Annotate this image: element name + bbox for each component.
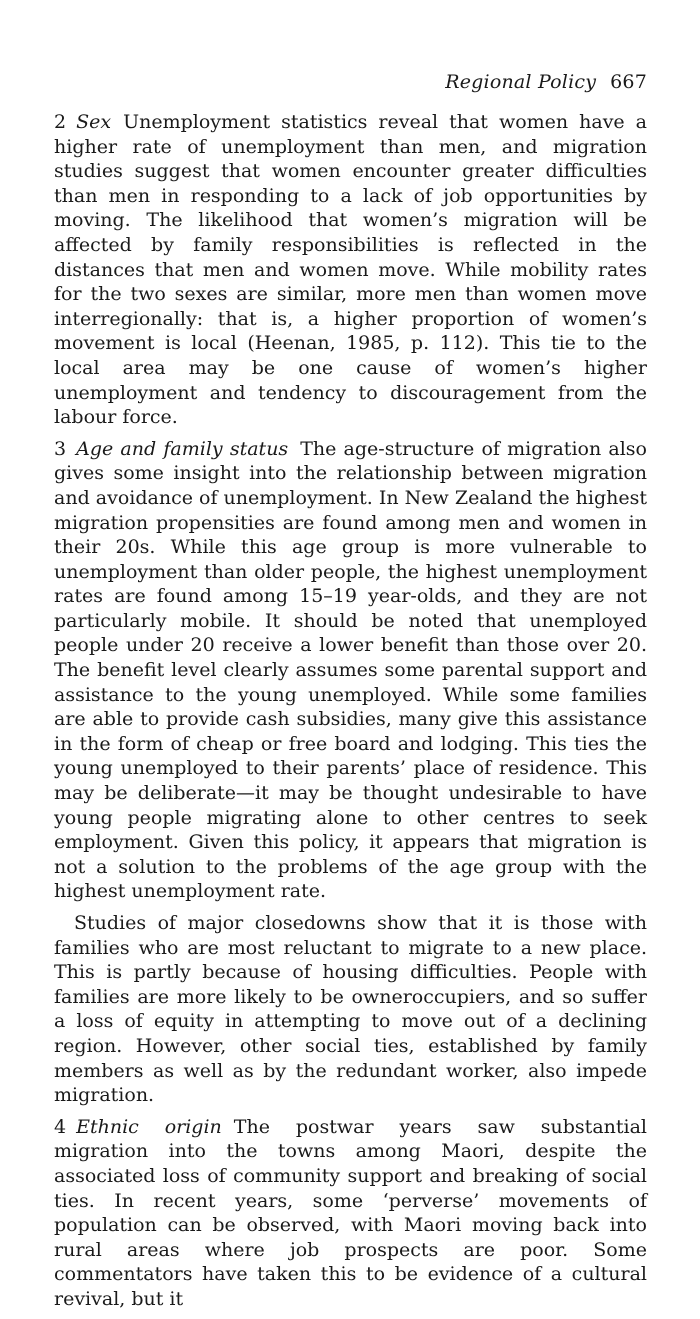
section-heading: Ethnic origin	[76, 1115, 222, 1138]
paragraph-text: The postwar years saw substantial migration into the towns among Maori, despite the associated loss of community support and breaking of social ties. In recent years, some ‘perverse’ movements of population can be observed, with Maori moving back into rural areas where job prospects are poor. Some commentators have taken this to be evidence of a cultural revival, but it	[54, 1115, 648, 1310]
running-header	[54, 70, 647, 94]
section-number: 2	[54, 111, 67, 133]
section-heading: Sex	[76, 111, 112, 133]
document-page	[54, 70, 647, 1319]
paragraph-sex	[54, 110, 647, 430]
section-heading: Age and family status	[76, 437, 289, 460]
paragraph-closedowns	[54, 911, 647, 1108]
section-number: 3	[54, 437, 67, 460]
paragraph-text: Studies of major closedowns show that it is those with families who are most reluctant to migrate to a new place. This is partly because of housing difficulties. People with families are more likely to be owneroccupiers, and so suffer a loss of equity in attempting to move out of a declining region. However, other social ties, established by family members as well as by the redundant worker, also impede migration.	[54, 912, 647, 1107]
paragraph-ethnic-origin	[54, 1115, 647, 1312]
page-number: 667	[610, 71, 647, 93]
paragraph-text: Unemployment statistics reveal that women have a higher rate of unemployment than men, and migration studies suggest that women encounter greater difficulties than men in responding to a lack of job opportunities by moving. The likelihood that women’s migration will be affected by family responsibilities is reflected in the distances that men and women move. While mobility rates for the two sexes are similar, more men than women move interregionally: that is, a higher proportion of women’s movement is local (Heenan, 1985, p. 112). This tie to the local area may be one cause of women’s higher unemployment and tendency to discouragement from the labour force.	[54, 111, 647, 429]
paragraph-age-family-status	[54, 437, 647, 904]
section-number: 4	[54, 1115, 67, 1138]
running-title: Regional Policy	[445, 71, 597, 93]
paragraph-text: The age-structure of migration also gives some insight into the relationship between migration and avoidance of unemployment. In New Zealand the highest migration propensities are found among men and women in their 20s. While this age group is more vulnerable to unemployment than older people, the highest unemployment rates are found among 15–19 year-olds, and they are not particularly mobile. It should be noted that unemployed people under 20 receive a lower benefit than those over 20. The benefit level clearly assumes some parental support and assistance to the young unemployed. While some families are able to provide cash subsidies, many give this assistance in the form of cheap or free board and lodging. This ties the young unemployed to their parents’ place of residence. This may be deliberate—it may be thought undesirable to have young people migrating alone to other centres to seek employment. Given this policy, it appears that migration is not a solution to the problems of the age group with the highest unemployment rate.	[54, 437, 647, 903]
